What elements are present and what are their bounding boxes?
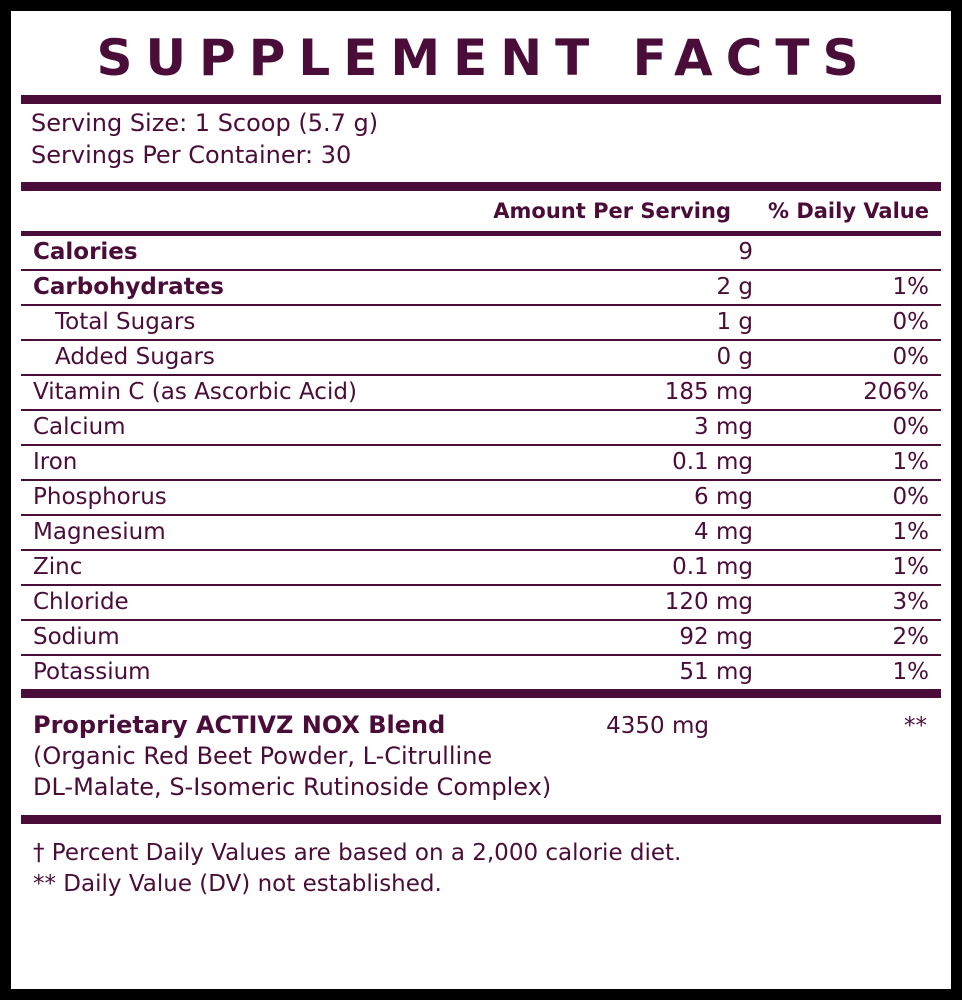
nutrient-daily-value: 2% <box>761 620 941 655</box>
nutrient-daily-value: 0% <box>761 410 941 445</box>
nutrient-name: Iron <box>21 445 495 480</box>
table-row <box>21 515 941 550</box>
blend-ingredients-line-1: (Organic Red Beet Powder, L-Citrulline <box>33 742 493 771</box>
supplement-facts-panel <box>11 11 951 989</box>
nutrient-name: Potassium <box>21 655 495 689</box>
nutrient-amount: 2 g <box>495 270 761 305</box>
divider-title <box>21 95 941 104</box>
nutrient-amount: 51 mg <box>495 655 761 689</box>
nutrient-table <box>21 191 941 231</box>
table-row <box>21 410 941 445</box>
nutrient-amount: 1 g <box>495 305 761 340</box>
nutrient-name: Total Sugars <box>21 305 495 340</box>
nutrient-amount: 120 mg <box>495 585 761 620</box>
table-row <box>21 375 941 410</box>
footnote-dv-not-established: ** Daily Value (DV) not established. <box>33 870 442 897</box>
footnotes <box>11 824 951 910</box>
blend-amount: 4350 mg <box>606 712 709 739</box>
table-row <box>21 305 941 340</box>
page-title: SUPPLEMENT FACTS <box>96 29 872 87</box>
header-daily-value: % Daily Value <box>767 198 929 223</box>
nutrient-amount: 0.1 mg <box>495 445 761 480</box>
serving-size: Serving Size: 1 Scoop (5.7 g) <box>31 109 379 137</box>
blend-name: Proprietary ACTIVZ NOX Blend <box>33 710 446 739</box>
nutrient-daily-value: 1% <box>761 270 941 305</box>
nutrient-name: Calcium <box>21 410 495 445</box>
nutrient-amount: 6 mg <box>495 480 761 515</box>
nutrient-daily-value <box>761 236 941 270</box>
nutrient-daily-value: 0% <box>761 340 941 375</box>
divider-blend <box>21 815 941 824</box>
nutrient-amount: 0 g <box>495 340 761 375</box>
serving-info <box>11 104 951 182</box>
nutrient-daily-value: 0% <box>761 305 941 340</box>
table-row <box>21 236 941 270</box>
nutrient-name: Magnesium <box>21 515 495 550</box>
nutrient-amount: 185 mg <box>495 375 761 410</box>
nutrient-name: Carbohydrates <box>21 270 495 305</box>
table-row <box>21 585 941 620</box>
divider-table-bottom <box>21 689 941 698</box>
nutrient-name: Zinc <box>21 550 495 585</box>
table-row <box>21 620 941 655</box>
nutrient-daily-value: 3% <box>761 585 941 620</box>
footnote-daily-values: † Percent Daily Values are based on a 2,000 calorie diet. <box>33 839 682 866</box>
divider-serving <box>21 182 941 191</box>
nutrient-name: Phosphorus <box>21 480 495 515</box>
nutrient-name: Vitamin C (as Ascorbic Acid) <box>21 375 495 410</box>
table-header-row <box>21 191 941 231</box>
proprietary-blend <box>11 698 951 815</box>
blend-daily-value: ** <box>904 712 927 739</box>
nutrient-amount: 9 <box>738 238 753 265</box>
nutrient-daily-value: 206% <box>761 375 941 410</box>
nutrient-daily-value: 1% <box>761 550 941 585</box>
table-row <box>21 655 941 689</box>
nutrient-amount: 3 mg <box>495 410 761 445</box>
header-amount-per-serving: Amount Per Serving <box>493 198 731 223</box>
servings-per-container: Servings Per Container: 30 <box>31 140 352 169</box>
nutrient-name: Added Sugars <box>21 340 495 375</box>
nutrient-amount: 4 mg <box>495 515 761 550</box>
nutrient-name: Calories <box>33 238 138 265</box>
nutrient-name: Sodium <box>21 620 495 655</box>
nutrient-amount: 0.1 mg <box>495 550 761 585</box>
blend-ingredients-line-2: DL-Malate, S-Isomeric Rutinoside Complex) <box>33 772 552 801</box>
table-row <box>21 445 941 480</box>
nutrient-daily-value: 0% <box>761 480 941 515</box>
table-row <box>21 550 941 585</box>
table-row <box>21 270 941 305</box>
table-row <box>21 340 941 375</box>
nutrient-daily-value: 1% <box>761 445 941 480</box>
nutrient-rows <box>21 236 941 689</box>
header-name <box>21 191 473 231</box>
table-row <box>21 480 941 515</box>
nutrient-amount: 92 mg <box>495 620 761 655</box>
nutrient-daily-value: 1% <box>761 515 941 550</box>
nutrient-name: Chloride <box>21 585 495 620</box>
nutrient-daily-value: 1% <box>761 655 941 689</box>
